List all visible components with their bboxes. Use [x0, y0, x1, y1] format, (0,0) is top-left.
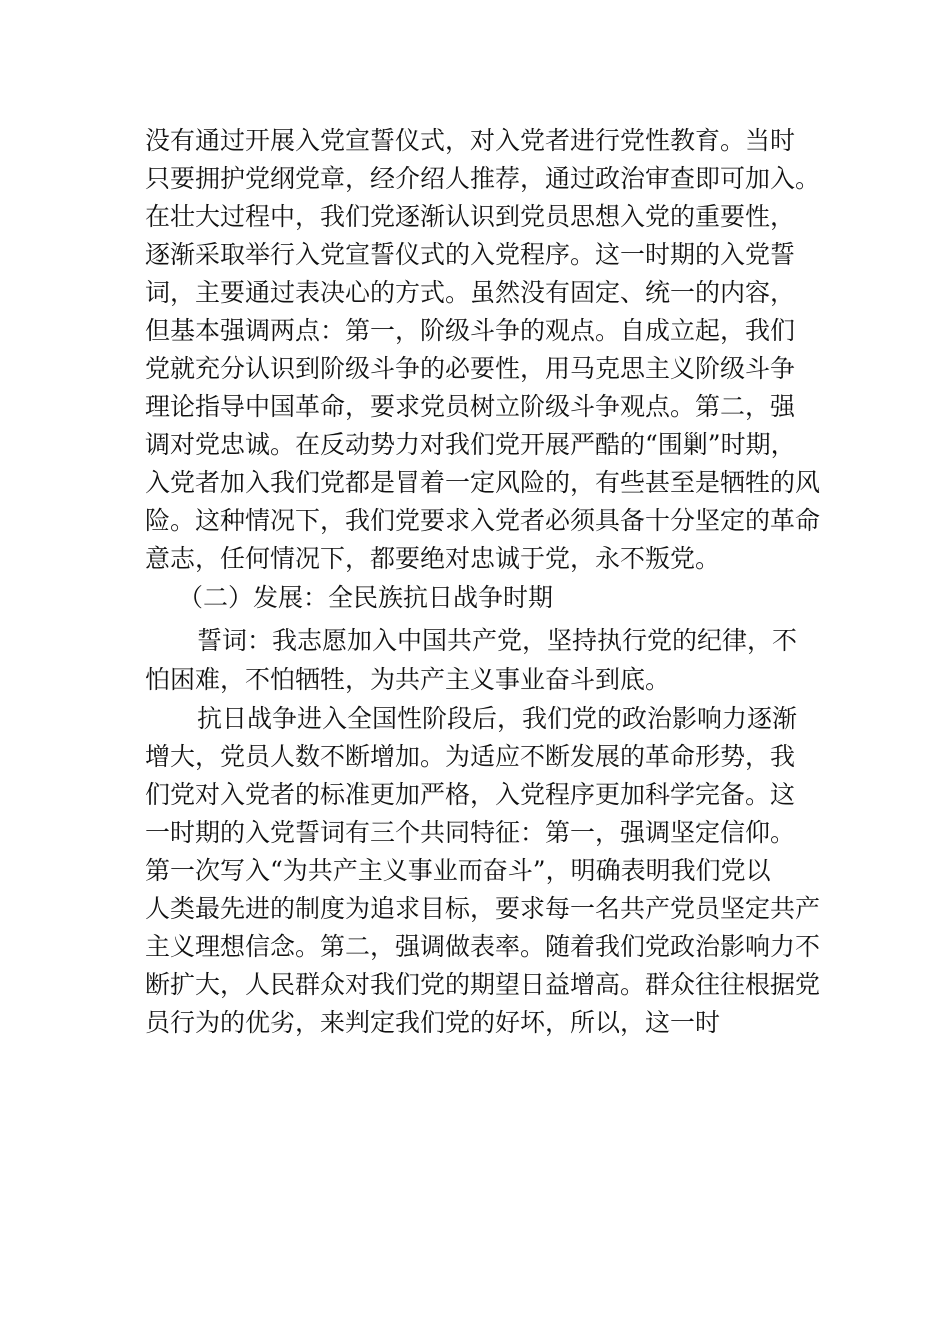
- text-line: 词，主要通过表决心的方式。虽然没有固定、统一的内容，: [145, 278, 796, 307]
- text-line: 主义理想信念。第二，强调做表率。随着我们党政治影响力不: [145, 932, 821, 961]
- text-line: 抗日战争进入全国性阶段后，我们党的政治影响力逐渐: [197, 704, 798, 733]
- text-line: 入党者加入我们党都是冒着一定风险的，有些甚至是牺牲的风: [145, 468, 821, 497]
- text-line: 意志，任何情况下，都要绝对忠诚于党，永不叛党。: [145, 544, 721, 573]
- section-heading: （二）发展：全民族抗日战争时期: [178, 583, 554, 612]
- text-line: 党就充分认识到阶级斗争的必要性，用马克思主义阶级斗争: [145, 354, 796, 383]
- text-line: 们党对入党者的标准更加严格，入党程序更加科学完备。这: [145, 780, 796, 809]
- text-line: 理论指导中国革命，要求党员树立阶级斗争观点。第二，强: [145, 392, 796, 421]
- text-line: 没有通过开展入党宣誓仪式，对入党者进行党性教育。当时: [145, 126, 796, 155]
- text-line: 但基本强调两点：第一，阶级斗争的观点。自成立起，我们: [145, 316, 796, 345]
- text-line: 人类最先进的制度为追求目标，要求每一名共产党员坚定共产: [145, 894, 821, 923]
- text-line: 员行为的优劣，来判定我们党的好坏，所以，这一时: [145, 1008, 721, 1037]
- oath-text-line: 誓词：我志愿加入中国共产党，坚持执行党的纪律，不: [197, 626, 798, 655]
- text-line: 在壮大过程中，我们党逐渐认识到党员思想入党的重要性，: [145, 202, 796, 231]
- text-line: 断扩大，人民群众对我们党的期望日益增高。群众往往根据党: [145, 970, 821, 999]
- text-line: 增大，党员人数不断增加。为适应不断发展的革命形势，我: [145, 742, 796, 771]
- text-line: 逐渐采取举行入党宣誓仪式的入党程序。这一时期的入党誓: [145, 240, 796, 269]
- text-line: 调对党忠诚。在反动势力对我们党开展严酷的“围剿”时期，: [145, 430, 796, 459]
- text-line: 只要拥护党纲党章，经介绍人推荐，通过政治审查即可加入。: [145, 164, 821, 193]
- text-line: 一时期的入党誓词有三个共同特征：第一，强调坚定信仰。: [145, 818, 796, 847]
- oath-text-line: 怕困难，不怕牺牲，为共产主义事业奋斗到底。: [145, 665, 671, 694]
- text-line: 险。这种情况下，我们党要求入党者必须具备十分坚定的革命: [145, 506, 821, 535]
- text-line: 第一次写入“为共产主义事业而奋斗”，明确表明我们党以: [145, 856, 771, 885]
